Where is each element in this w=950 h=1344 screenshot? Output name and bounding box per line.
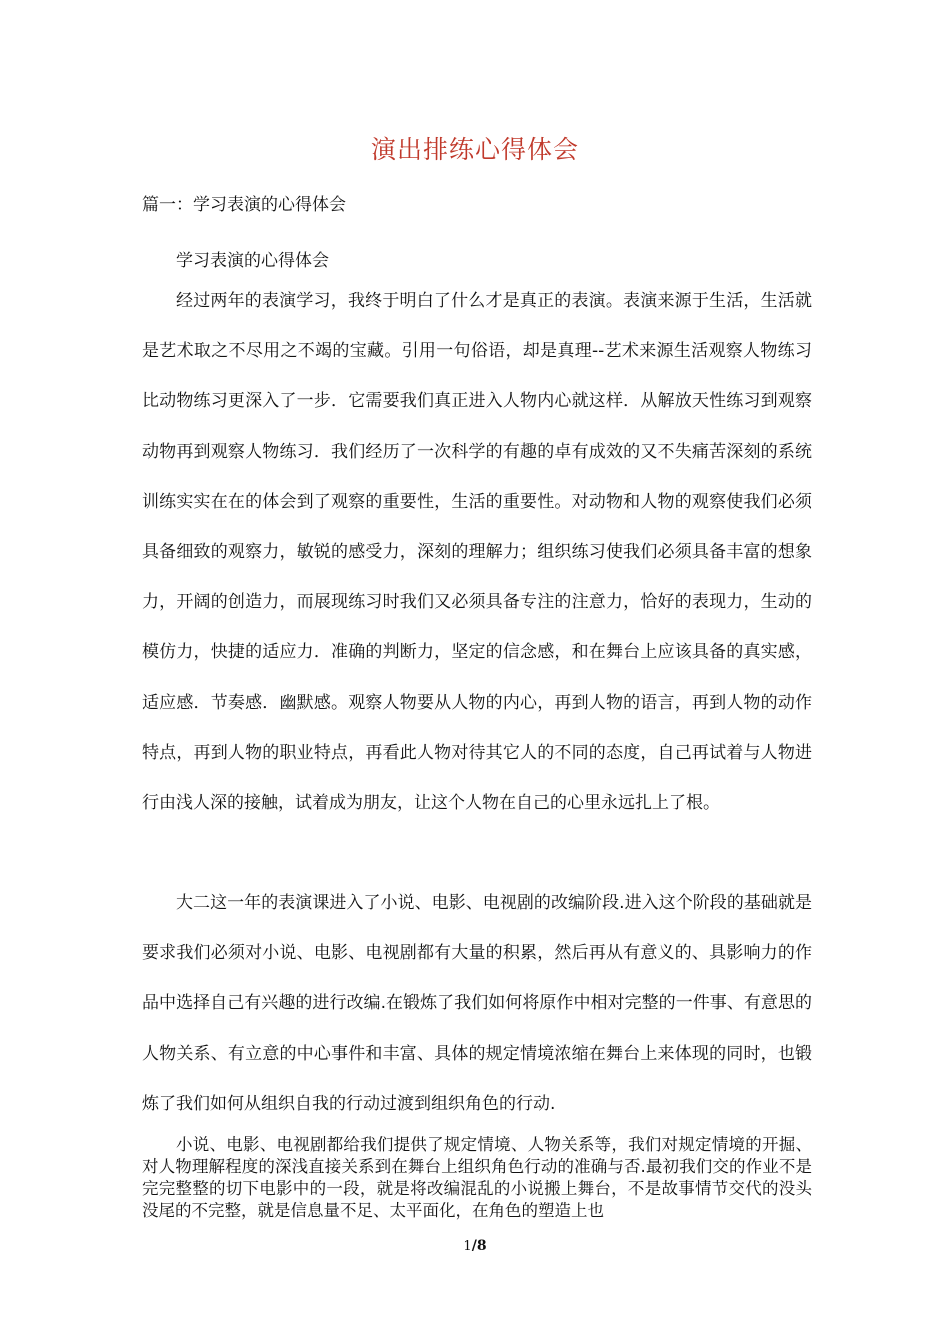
paragraph-2-block	[142, 878, 812, 1129]
page-number	[0, 1238, 950, 1254]
paragraph-2: 大二这一年的表演课进入了小说、电影、电视剧的改编阶段.进入这个阶段的基础就是要求我们必须对小说、电影、电视剧都有大量的积累，然后再从有意义的、具影响力的作品中选择自己有兴趣的进行改编.在锻炼了我们如何将原作中相对完整的一件事、有意思的人物关系、有立意的中心事件和丰富、具体的规定情境浓缩在舞台上来体现的同时，也锻炼了我们如何从组织自我的行动过渡到组织角色的行动.	[142, 893, 812, 1114]
paragraph-3-block	[142, 1134, 812, 1222]
paragraph-1-block	[142, 276, 812, 828]
section-heading: 篇一：学习表演的心得体会	[142, 195, 346, 215]
paragraph-3: 小说、电影、电视剧都给我们提供了规定情境、人物关系等，我们对规定情境的开掘、对人物理解程度的深浅直接关系到在舞台上组织角色行动的准确与否.最初我们交的作业不是完完整整的切下电影中的一段，就是将改编混乱的小说搬上舞台，不是故事情节交代的没头没尾的不完整，就是信息量不足、太平面化，在角色的塑造上也	[142, 1135, 812, 1220]
paragraph-1: 经过两年的表演学习，我终于明白了什么才是真正的表演。表演来源于生活，生活就是艺术取之不尽用之不竭的宝藏。引用一句俗语，却是真理--艺术来源生活观察人物练习比动物练习更深入了一步．它需要我们真正进入人物内心就这样．从解放天性练习到观察动物再到观察人物练习．我们经历了一次科学的有趣的卓有成效的又不失痛苦深刻的系统训练实实在在的体会到了观察的重要性，生活的重要性。对动物和人物的观察使我们必须具备细致的观察力，敏锐的感受力，深刻的理解力；组织练习使我们必须具备丰富的想象力，开阔的创造力，而展现练习时我们又必须具备专注的注意力，恰好的表现力，生动的模仿力，快捷的适应力．准确的判断力，坚定的信念感，和在舞台上应该具备的真实感，适应感．节奏感．幽默感。观察人物要从人物的内心，再到人物的语言，再到人物的动作特点，再到人物的职业特点，再看此人物对待其它人的不同的态度，自己再试着与人物进行由浅人深的接触，试着成为朋友，让这个人物在自己的心里永远扎上了根。	[142, 291, 812, 814]
page-total: /8	[471, 1238, 487, 1254]
page-current: 1	[463, 1239, 472, 1254]
subheading: 学习表演的心得体会	[176, 251, 329, 271]
document-title: 演出排练心得体会	[370, 135, 579, 164]
